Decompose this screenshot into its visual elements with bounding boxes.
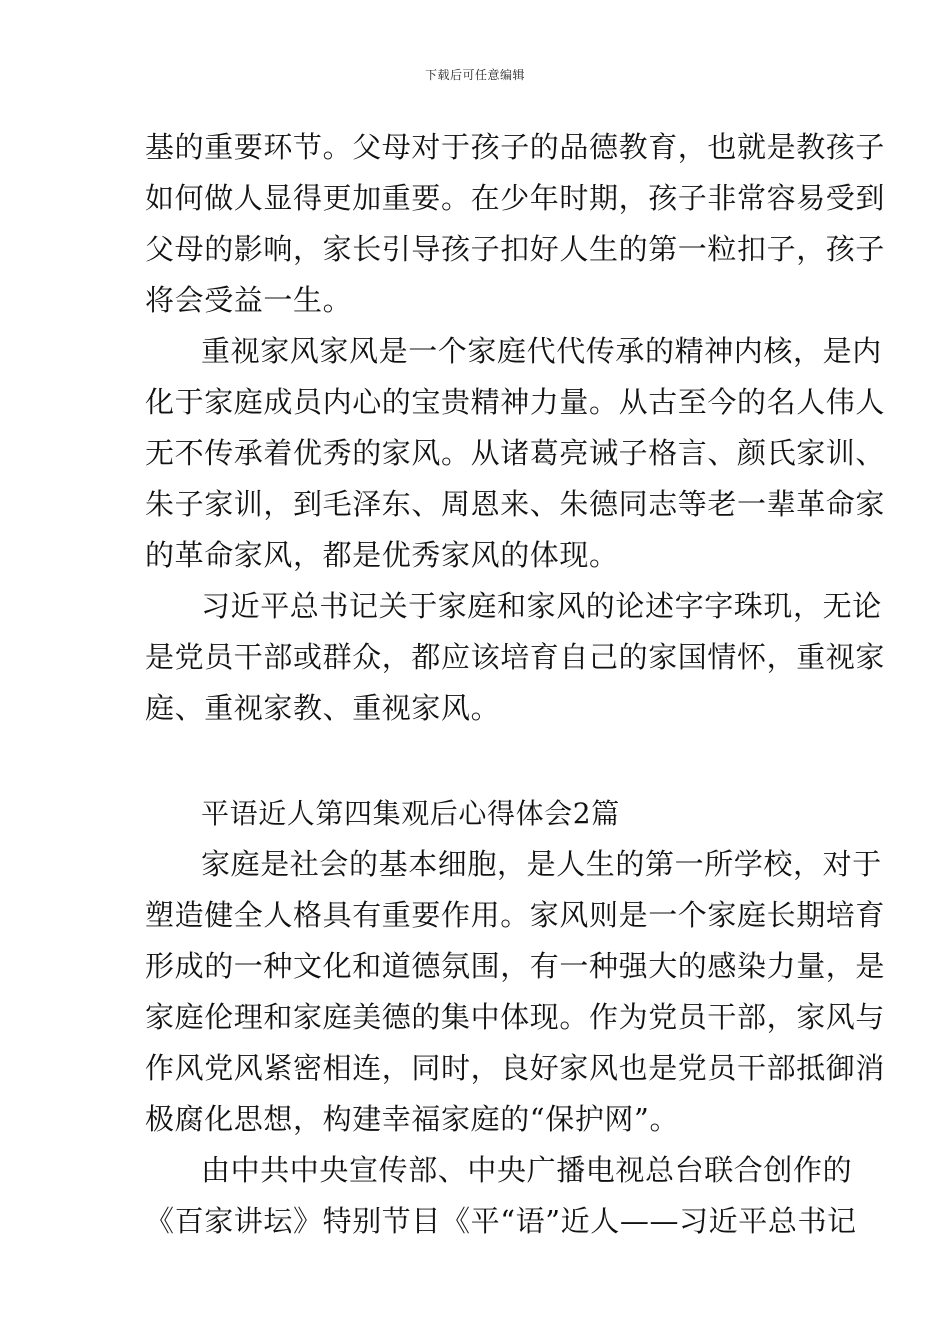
text-line: 重视家风家风是一个家庭代代传承的精神内核，是内 — [201, 334, 882, 368]
paragraph — [145, 122, 886, 326]
text-line: 化于家庭成员内心的宝贵精神力量。从古至今的名人伟人 — [145, 385, 886, 419]
text-line: 父母的影响，家长引导孩子扣好人生的第一粒扣子，孩子 — [145, 232, 886, 266]
text-line: 由中共中央宣传部、中央广播电视总台联合创作的 — [201, 1153, 853, 1187]
header-note: 下载后可任意编辑 — [424, 68, 525, 82]
section-heading: 平语近人第四集观后心得体会2篇 — [201, 797, 620, 830]
paragraph — [145, 326, 886, 581]
text-line: 是党员干部或群众，都应该培育自己的家国情怀，重视家 — [145, 640, 886, 674]
text-line: 无不传承着优秀的家风。从诸葛亮诫子格言、颜氏家训、 — [145, 436, 886, 470]
text-line: 基的重要环节。父母对于孩子的品德教育，也就是教孩子 — [145, 130, 886, 164]
text-line: 习近平总书记关于家庭和家风的论述字字珠玑，无论 — [201, 589, 882, 623]
text-line: 塑造健全人格具有重要作用。家风则是一个家庭长期培育 — [145, 898, 886, 932]
paragraph — [145, 839, 886, 1145]
text-line: 的革命家风，都是优秀家风的体现。 — [145, 538, 619, 572]
text-line: 极腐化思想，构建幸福家庭的“保护网”。 — [145, 1102, 680, 1136]
paragraph — [145, 581, 886, 734]
text-line: 作风党风紧密相连，同时，良好家风也是党员干部抵御消 — [145, 1051, 886, 1085]
text-line: 《百家讲坛》特别节目《平“语”近人——习近平总书记 — [145, 1204, 857, 1238]
document-body — [145, 122, 886, 1247]
text-line: 朱子家训，到毛泽东、周恩来、朱德同志等老一辈革命家 — [145, 487, 886, 521]
text-line: 形成的一种文化和道德氛围，有一种强大的感染力量，是 — [145, 949, 886, 983]
text-line: 如何做人显得更加重要。在少年时期，孩子非常容易受到 — [145, 181, 886, 215]
text-line: 家庭伦理和家庭美德的集中体现。作为党员干部，家风与 — [145, 1000, 886, 1034]
text-line: 家庭是社会的基本细胞，是人生的第一所学校，对于 — [201, 847, 882, 881]
text-line: 将会受益一生。 — [145, 283, 353, 317]
paragraph — [145, 1145, 857, 1247]
text-line: 庭、重视家教、重视家风。 — [145, 691, 501, 725]
section-gap — [145, 734, 810, 788]
